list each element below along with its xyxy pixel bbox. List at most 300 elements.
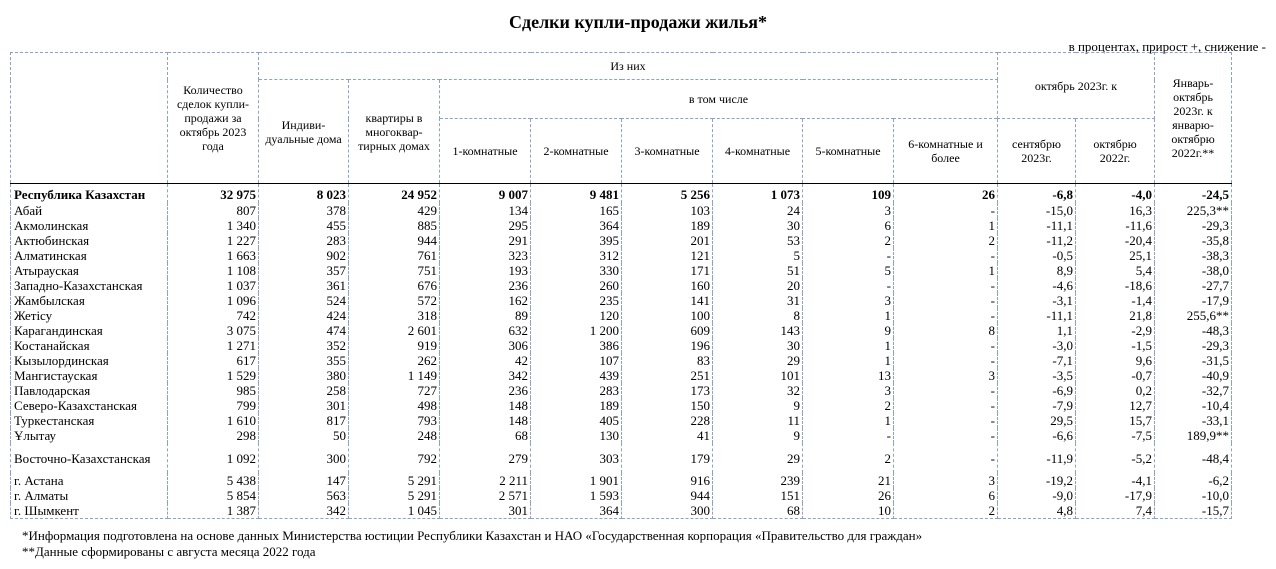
- header-jan-oct: Январь-октябрь 2023г. к январю-октябрю 2022г.**: [1155, 53, 1232, 184]
- value-cell: 32: [713, 383, 803, 398]
- value-cell: 3 075: [168, 323, 259, 338]
- value-cell: -5,2: [1076, 443, 1155, 473]
- region-name-cell: Алматинская: [11, 248, 168, 263]
- value-cell: 295: [440, 218, 531, 233]
- value-cell: -3,5: [998, 368, 1076, 383]
- table-row: [11, 218, 1232, 233]
- value-cell: 1 037: [168, 278, 259, 293]
- value-cell: 12,7: [1076, 398, 1155, 413]
- value-cell: -48,4: [1155, 443, 1232, 473]
- value-cell: 944: [622, 488, 713, 503]
- region-name-cell: Западно-Казахстанская: [11, 278, 168, 293]
- value-cell: 10: [803, 503, 894, 519]
- value-cell: 342: [259, 503, 349, 519]
- value-cell: -11,1: [998, 308, 1076, 323]
- value-cell: 130: [531, 428, 622, 443]
- value-cell: 1: [894, 263, 998, 278]
- value-cell: -6,9: [998, 383, 1076, 398]
- value-cell: -7,9: [998, 398, 1076, 413]
- value-cell: 179: [622, 443, 713, 473]
- value-cell: 2 571: [440, 488, 531, 503]
- value-cell: -24,5: [1155, 184, 1232, 204]
- value-cell: 1 227: [168, 233, 259, 248]
- value-cell: 228: [622, 413, 713, 428]
- value-cell: 361: [259, 278, 349, 293]
- value-cell: -4,1: [1076, 473, 1155, 488]
- value-cell: 0,2: [1076, 383, 1155, 398]
- value-cell: 251: [622, 368, 713, 383]
- value-cell: 1 045: [349, 503, 440, 519]
- value-cell: -3,0: [998, 338, 1076, 353]
- value-cell: 143: [713, 323, 803, 338]
- value-cell: 201: [622, 233, 713, 248]
- region-header: [11, 53, 168, 184]
- units-note: в процентах, прирост +, снижение -: [1068, 39, 1266, 54]
- region-name-cell: Жамбылская: [11, 293, 168, 308]
- value-cell: -17,9: [1076, 488, 1155, 503]
- value-cell: 792: [349, 443, 440, 473]
- value-cell: -: [894, 248, 998, 263]
- value-cell: 1 149: [349, 368, 440, 383]
- value-cell: -48,3: [1155, 323, 1232, 338]
- table-row: [11, 383, 1232, 398]
- value-cell: 1,1: [998, 323, 1076, 338]
- value-cell: -11,1: [998, 218, 1076, 233]
- value-cell: 2: [894, 503, 998, 519]
- value-cell: 121: [622, 248, 713, 263]
- value-cell: 405: [531, 413, 622, 428]
- value-cell: -: [894, 383, 998, 398]
- footnote-period: **Данные сформированы с августа месяца 2022 года: [22, 544, 316, 559]
- table-row: [11, 398, 1232, 413]
- value-cell: 1: [803, 413, 894, 428]
- value-cell: 364: [531, 503, 622, 519]
- value-cell: 148: [440, 413, 531, 428]
- value-cell: 8 023: [259, 184, 349, 204]
- value-cell: -10,4: [1155, 398, 1232, 413]
- region-name-cell: Костанайская: [11, 338, 168, 353]
- value-cell: -6,8: [998, 184, 1076, 204]
- value-cell: 1 663: [168, 248, 259, 263]
- region-name-cell: Ұлытау: [11, 428, 168, 443]
- value-cell: -0,7: [1076, 368, 1155, 383]
- table-row: [11, 413, 1232, 428]
- region-name-cell: Атырауская: [11, 263, 168, 278]
- value-cell: 2: [803, 443, 894, 473]
- value-cell: 291: [440, 233, 531, 248]
- table-row: [11, 308, 1232, 323]
- value-cell: 944: [349, 233, 440, 248]
- value-cell: 255,6**: [1155, 308, 1232, 323]
- value-cell: 807: [168, 203, 259, 218]
- value-cell: 193: [440, 263, 531, 278]
- value-cell: 498: [349, 398, 440, 413]
- value-cell: 323: [440, 248, 531, 263]
- value-cell: 26: [803, 488, 894, 503]
- value-cell: 171: [622, 263, 713, 278]
- value-cell: 5 291: [349, 473, 440, 488]
- value-cell: 2: [803, 233, 894, 248]
- value-cell: -6,6: [998, 428, 1076, 443]
- value-cell: 16,3: [1076, 203, 1155, 218]
- region-name-cell: Кызылординская: [11, 353, 168, 368]
- value-cell: 26: [894, 184, 998, 204]
- value-cell: 5 854: [168, 488, 259, 503]
- region-name-cell: Акмолинская: [11, 218, 168, 233]
- value-cell: 378: [259, 203, 349, 218]
- header-including: в том числе: [440, 80, 998, 119]
- header-room1: 1-комнатные: [440, 119, 531, 184]
- value-cell: 189,9**: [1155, 428, 1232, 443]
- value-cell: -6,2: [1155, 473, 1232, 488]
- value-cell: 1: [803, 308, 894, 323]
- value-cell: 572: [349, 293, 440, 308]
- value-cell: -: [894, 428, 998, 443]
- value-cell: 1: [803, 338, 894, 353]
- value-cell: 9 481: [531, 184, 622, 204]
- value-cell: -40,9: [1155, 368, 1232, 383]
- value-cell: 919: [349, 338, 440, 353]
- footnote-source: *Информация подготовлена на основе данных Министерства юстиции Республики Казахстан и НАО «Государственная корпорация «Правительство для граждан»: [22, 528, 923, 543]
- value-cell: 985: [168, 383, 259, 398]
- value-cell: 248: [349, 428, 440, 443]
- value-cell: 196: [622, 338, 713, 353]
- value-cell: 225,3**: [1155, 203, 1232, 218]
- value-cell: 676: [349, 278, 440, 293]
- value-cell: 51: [713, 263, 803, 278]
- table-row: [11, 323, 1232, 338]
- value-cell: 134: [440, 203, 531, 218]
- value-cell: 455: [259, 218, 349, 233]
- value-cell: 89: [440, 308, 531, 323]
- value-cell: 2 211: [440, 473, 531, 488]
- value-cell: 395: [531, 233, 622, 248]
- value-cell: 298: [168, 428, 259, 443]
- value-cell: 9,6: [1076, 353, 1155, 368]
- value-cell: 21: [803, 473, 894, 488]
- value-cell: 1 340: [168, 218, 259, 233]
- value-cell: 20: [713, 278, 803, 293]
- value-cell: 9: [713, 428, 803, 443]
- table-row-total: [11, 184, 1232, 204]
- value-cell: -38,3: [1155, 248, 1232, 263]
- value-cell: 3: [894, 368, 998, 383]
- value-cell: -: [894, 308, 998, 323]
- value-cell: 300: [622, 503, 713, 519]
- value-cell: -: [894, 413, 998, 428]
- value-cell: 160: [622, 278, 713, 293]
- value-cell: 1 593: [531, 488, 622, 503]
- value-cell: -18,6: [1076, 278, 1155, 293]
- value-cell: 3: [803, 383, 894, 398]
- value-cell: 424: [259, 308, 349, 323]
- value-cell: -: [894, 278, 998, 293]
- value-cell: 5 291: [349, 488, 440, 503]
- value-cell: -: [803, 248, 894, 263]
- value-cell: 24: [713, 203, 803, 218]
- value-cell: 5: [803, 263, 894, 278]
- region-name-cell: Восточно-​Казахстанская: [11, 443, 168, 473]
- region-name-cell: Жетісу: [11, 308, 168, 323]
- table-row: [11, 233, 1232, 248]
- table-row: [11, 443, 1232, 473]
- value-cell: 727: [349, 383, 440, 398]
- value-cell: 742: [168, 308, 259, 323]
- value-cell: 916: [622, 473, 713, 488]
- value-cell: 239: [713, 473, 803, 488]
- value-cell: 799: [168, 398, 259, 413]
- value-cell: 6: [803, 218, 894, 233]
- value-cell: 21,8: [1076, 308, 1155, 323]
- value-cell: -: [803, 278, 894, 293]
- value-cell: 364: [531, 218, 622, 233]
- value-cell: -29,3: [1155, 338, 1232, 353]
- value-cell: -15,0: [998, 203, 1076, 218]
- value-cell: 761: [349, 248, 440, 263]
- value-cell: 8: [713, 308, 803, 323]
- value-cell: 103: [622, 203, 713, 218]
- value-cell: 258: [259, 383, 349, 398]
- table-row: [11, 353, 1232, 368]
- value-cell: 150: [622, 398, 713, 413]
- footnotes: [22, 528, 922, 560]
- value-cell: -10,0: [1155, 488, 1232, 503]
- value-cell: -: [803, 428, 894, 443]
- header-individual-houses: Индиви-дуальные дома: [259, 80, 349, 184]
- value-cell: -20,4: [1076, 233, 1155, 248]
- region-name-cell: Северо-Казахстанская: [11, 398, 168, 413]
- region-name-cell: г. Алматы: [11, 488, 168, 503]
- value-cell: 1 108: [168, 263, 259, 278]
- header-of-which: Из них: [259, 53, 998, 80]
- value-cell: -31,5: [1155, 353, 1232, 368]
- value-cell: 8,9: [998, 263, 1076, 278]
- value-cell: 147: [259, 473, 349, 488]
- region-name-cell: г. Шымкент: [11, 503, 168, 519]
- value-cell: 2 601: [349, 323, 440, 338]
- value-cell: 439: [531, 368, 622, 383]
- value-cell: 1 092: [168, 443, 259, 473]
- value-cell: -29,3: [1155, 218, 1232, 233]
- region-name-cell: Карагандинская: [11, 323, 168, 338]
- value-cell: 429: [349, 203, 440, 218]
- value-cell: -: [894, 443, 998, 473]
- value-cell: 1: [803, 353, 894, 368]
- value-cell: 303: [531, 443, 622, 473]
- value-cell: -4,6: [998, 278, 1076, 293]
- value-cell: 148: [440, 398, 531, 413]
- header-sep2023: сентябрю 2023г.: [998, 119, 1076, 184]
- value-cell: -17,9: [1155, 293, 1232, 308]
- value-cell: 524: [259, 293, 349, 308]
- value-cell: 13: [803, 368, 894, 383]
- value-cell: 165: [531, 203, 622, 218]
- value-cell: 3: [803, 293, 894, 308]
- page-title: Сделки купли-продажи жилья*: [508, 12, 768, 32]
- header-oct2022: октябрю 2022г.: [1076, 119, 1155, 184]
- value-cell: 1 901: [531, 473, 622, 488]
- value-cell: 793: [349, 413, 440, 428]
- value-cell: 3: [803, 203, 894, 218]
- value-cell: 9: [713, 398, 803, 413]
- value-cell: 68: [713, 503, 803, 519]
- value-cell: -11,9: [998, 443, 1076, 473]
- header-room5: 5-комнатные: [803, 119, 894, 184]
- value-cell: 50: [259, 428, 349, 443]
- value-cell: 283: [531, 383, 622, 398]
- value-cell: 563: [259, 488, 349, 503]
- value-cell: -9,0: [998, 488, 1076, 503]
- value-cell: 300: [259, 443, 349, 473]
- value-cell: 29: [713, 443, 803, 473]
- value-cell: -7,5: [1076, 428, 1155, 443]
- value-cell: 8: [894, 323, 998, 338]
- value-cell: 189: [531, 398, 622, 413]
- table-row: [11, 203, 1232, 218]
- value-cell: 380: [259, 368, 349, 383]
- value-cell: 1 387: [168, 503, 259, 519]
- region-name-cell: Актюбинская: [11, 233, 168, 248]
- value-cell: -11,6: [1076, 218, 1155, 233]
- value-cell: 1 200: [531, 323, 622, 338]
- table-row: [11, 503, 1232, 519]
- value-cell: 29,5: [998, 413, 1076, 428]
- value-cell: 355: [259, 353, 349, 368]
- value-cell: 1 610: [168, 413, 259, 428]
- table-row: [11, 428, 1232, 443]
- value-cell: -2,9: [1076, 323, 1155, 338]
- value-cell: -35,8: [1155, 233, 1232, 248]
- value-cell: 29: [713, 353, 803, 368]
- region-name-cell: Мангистауская: [11, 368, 168, 383]
- value-cell: 30: [713, 338, 803, 353]
- region-name-cell: Абай: [11, 203, 168, 218]
- region-name-cell: г. Астана: [11, 473, 168, 488]
- value-cell: -38,0: [1155, 263, 1232, 278]
- region-name-cell: Павлодарская: [11, 383, 168, 398]
- value-cell: 1 096: [168, 293, 259, 308]
- value-cell: 2: [894, 233, 998, 248]
- value-cell: 5 438: [168, 473, 259, 488]
- header-room2: 2-комнатные: [531, 119, 622, 184]
- value-cell: 352: [259, 338, 349, 353]
- value-cell: 617: [168, 353, 259, 368]
- value-cell: 24 952: [349, 184, 440, 204]
- value-cell: -1,4: [1076, 293, 1155, 308]
- header-apartments: квартиры в многоквар-тирных домах: [349, 80, 440, 184]
- header-total-deals: Количество сделок купли-продажи за октябрь 2023 года: [168, 53, 259, 184]
- value-cell: 30: [713, 218, 803, 233]
- table-row: [11, 248, 1232, 263]
- value-cell: 101: [713, 368, 803, 383]
- value-cell: 1 271: [168, 338, 259, 353]
- value-cell: 53: [713, 233, 803, 248]
- value-cell: 312: [531, 248, 622, 263]
- value-cell: 32 975: [168, 184, 259, 204]
- value-cell: 11: [713, 413, 803, 428]
- value-cell: 151: [713, 488, 803, 503]
- value-cell: 751: [349, 263, 440, 278]
- value-cell: -32,7: [1155, 383, 1232, 398]
- value-cell: 262: [349, 353, 440, 368]
- value-cell: -4,0: [1076, 184, 1155, 204]
- value-cell: 306: [440, 338, 531, 353]
- value-cell: 100: [622, 308, 713, 323]
- value-cell: 342: [440, 368, 531, 383]
- value-cell: 1 529: [168, 368, 259, 383]
- table-row: [11, 278, 1232, 293]
- housing-deals-table: [10, 52, 1232, 519]
- value-cell: 632: [440, 323, 531, 338]
- value-cell: 301: [259, 398, 349, 413]
- value-cell: 189: [622, 218, 713, 233]
- value-cell: -3,1: [998, 293, 1076, 308]
- table-row: [11, 368, 1232, 383]
- value-cell: 236: [440, 278, 531, 293]
- value-cell: 235: [531, 293, 622, 308]
- region-name-cell: Республика Казахстан: [11, 184, 168, 204]
- value-cell: -33,1: [1155, 413, 1232, 428]
- value-cell: 817: [259, 413, 349, 428]
- value-cell: 357: [259, 263, 349, 278]
- value-cell: 162: [440, 293, 531, 308]
- value-cell: 1 073: [713, 184, 803, 204]
- value-cell: 902: [259, 248, 349, 263]
- value-cell: 283: [259, 233, 349, 248]
- value-cell: 109: [803, 184, 894, 204]
- value-cell: -0,5: [998, 248, 1076, 263]
- value-cell: 7,4: [1076, 503, 1155, 519]
- value-cell: 141: [622, 293, 713, 308]
- value-cell: -: [894, 203, 998, 218]
- value-cell: 6: [894, 488, 998, 503]
- value-cell: 5 256: [622, 184, 713, 204]
- value-cell: -: [894, 353, 998, 368]
- value-cell: 15,7: [1076, 413, 1155, 428]
- value-cell: 386: [531, 338, 622, 353]
- value-cell: 474: [259, 323, 349, 338]
- value-cell: -27,7: [1155, 278, 1232, 293]
- value-cell: -15,7: [1155, 503, 1232, 519]
- value-cell: -11,2: [998, 233, 1076, 248]
- value-cell: -: [894, 338, 998, 353]
- value-cell: 1: [894, 218, 998, 233]
- value-cell: 68: [440, 428, 531, 443]
- value-cell: -19,2: [998, 473, 1076, 488]
- value-cell: 318: [349, 308, 440, 323]
- value-cell: 120: [531, 308, 622, 323]
- value-cell: -1,5: [1076, 338, 1155, 353]
- value-cell: 260: [531, 278, 622, 293]
- value-cell: -7,1: [998, 353, 1076, 368]
- value-cell: 42: [440, 353, 531, 368]
- table-row: [11, 338, 1232, 353]
- region-name-cell: Туркестанская: [11, 413, 168, 428]
- value-cell: 9 007: [440, 184, 531, 204]
- value-cell: 25,1: [1076, 248, 1155, 263]
- value-cell: 301: [440, 503, 531, 519]
- header-room3: 3-комнатные: [622, 119, 713, 184]
- value-cell: 9: [803, 323, 894, 338]
- header-oct2023-to: октябрь 2023г. к: [998, 53, 1155, 119]
- table-body: [11, 184, 1232, 519]
- header-room6plus: 6-комнатные и более: [894, 119, 998, 184]
- value-cell: 236: [440, 383, 531, 398]
- value-cell: 107: [531, 353, 622, 368]
- value-cell: 885: [349, 218, 440, 233]
- value-cell: 2: [803, 398, 894, 413]
- value-cell: 173: [622, 383, 713, 398]
